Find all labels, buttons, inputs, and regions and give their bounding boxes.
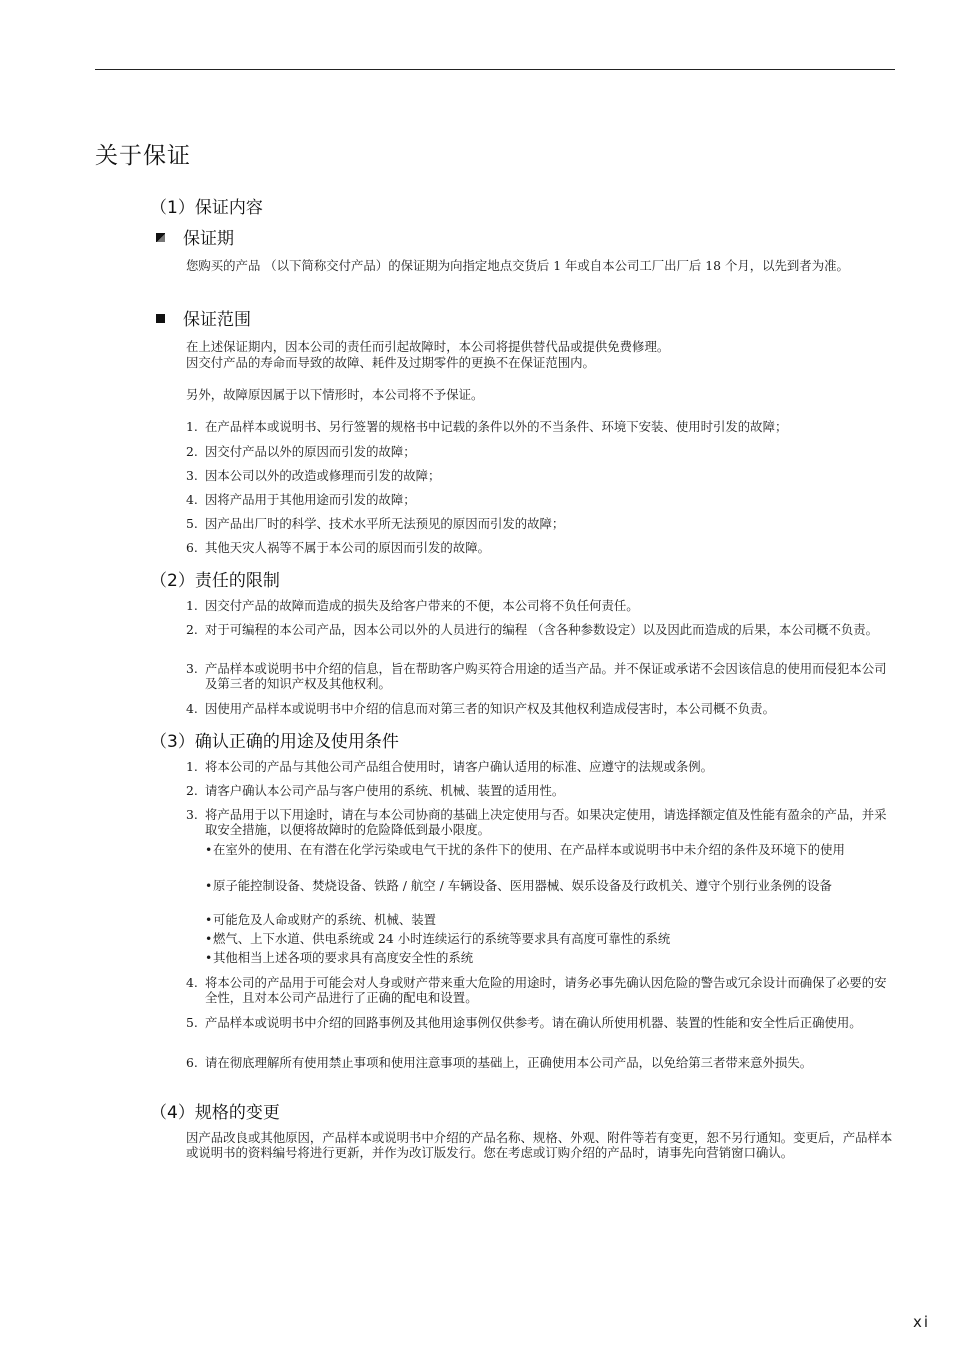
list-item: 3. 将产品用于以下用途时，请在与本公司协商的基础上决定使用与否。如果决定使用，请选择额定值及性能有盈余的产品，并采取安全措施，以便将故障时的危险降低到最小限度。 (186, 807, 887, 837)
bullet-item: • 燃气、上下水道、供电系统或 24 小时连续运行的系统等要求具有高度可靠性的系统 (205, 931, 671, 946)
subsection-title: 保证范围 (183, 310, 251, 330)
square-bullet-icon (156, 314, 165, 323)
square-bullet-icon (156, 233, 165, 242)
section-4-heading: （4）规格的变更 (150, 1103, 280, 1123)
list-item: 6. 其他天灾人祸等不属于本公司的原因而引发的故障。 (186, 540, 490, 555)
section-1-heading: （1）保证内容 (150, 198, 263, 218)
bullet-item: • 其他相当上述各项的要求具有高度安全性的系统 (205, 950, 474, 965)
list-item: 2. 对于可编程的本公司产品，因本公司以外的人员进行的编程 （含各种参数设定）以及因此而造成的后果，本公司概不负责。 (186, 622, 879, 637)
list-item: 5. 产品样本或说明书中介绍的回路事例及其他用途事例仅供参考。请在确认所使用机器、装置的性能和安全性后正确使用。 (186, 1015, 862, 1030)
list-item: 4. 将本公司的产品用于可能会对人身或财产带来重大危险的用途时，请务必事先确认因危险的警告或冗余设计而确保了必要的安全性，且对本公司产品进行了正确的配电和设置。 (186, 975, 887, 1005)
list-item: 3. 因本公司以外的改造或修理而引发的故障； (186, 468, 441, 483)
list-item: 4. 因使用产品样本或说明书中介绍的信息而对第三者的知识产权及其他权利造成侵害时，本公司概不负责。 (186, 701, 775, 716)
subsection-warranty-scope (156, 305, 251, 330)
list-item: 4. 因将产品用于其他用途而引发的故障； (186, 492, 416, 507)
bullet-item: • 原子能控制设备、焚烧设备、铁路 / 航空 / 车辆设备、医用器械、娱乐设备及行政机关、遵守个别行业条例的设备 (205, 878, 832, 893)
spec-change-text: 因产品改良或其他原因，产品样本或说明书中介绍的产品名称、规格、外观、附件等若有变更，恕不另行通知。变更后，产品样本或说明书的资料编号将进行更新，并作为改订版发行。您在考虑或订购介绍的产品时，请事先向营销窗口确认。 (186, 1130, 893, 1160)
subsection-title: 保证期 (183, 229, 234, 249)
list-item: 1. 因交付产品的故障而造成的损失及给客户带来的不便，本公司将不负任何责任。 (186, 598, 639, 613)
bullet-item: • 在室外的使用、在有潜在化学污染或电气干扰的条件下的使用、在产品样本或说明书中未介绍的条件及环境下的使用 (205, 842, 845, 857)
subsection-warranty-period (156, 224, 234, 249)
list-item: 2. 因交付产品以外的原因而引发的故障； (186, 444, 416, 459)
bullet-item: • 可能危及人命或财产的系统、机械、装置 (205, 912, 437, 927)
page-number: xi (913, 1313, 931, 1331)
list-item: 3. 产品样本或说明书中介绍的信息，旨在帮助客户购买符合用途的适当产品。并不保证或承诺不会因该信息的使用而侵犯本公司及第三者的知识产权及其他权利。 (186, 661, 887, 691)
warranty-period-text: 您购买的产品 （以下简称交付产品）的保证期为向指定地点交货后 1 年或自本公司工厂出厂后 18 个月，以先到者为准。 (186, 258, 849, 273)
list-item: 6. 请在彻底理解所有使用禁止事项和使用注意事项的基础上，正确使用本公司产品，以免给第三者带来意外损失。 (186, 1055, 813, 1070)
warranty-scope-text-2: 因交付产品的寿命而导致的故障、耗件及过期零件的更换不在保证范围内。 (186, 355, 595, 370)
section-3-heading: （3）确认正确的用途及使用条件 (150, 732, 399, 752)
list-item: 5. 因产品出厂时的科学、技术水平所无法预见的原因而引发的故障； (186, 516, 565, 531)
list-item: 2. 请客户确认本公司产品与客户使用的系统、机械、装置的适用性。 (186, 783, 565, 798)
list-item: 1. 在产品样本或说明书、另行签署的规格书中记载的条件以外的不当条件、环境下安装、使用时引发的故障； (186, 419, 788, 434)
page-title: 关于保证 (95, 143, 191, 169)
section-2-heading: （2）责任的限制 (150, 571, 280, 591)
header-rule (95, 69, 895, 70)
warranty-scope-text-1: 在上述保证期内，因本公司的责任而引起故障时，本公司将提供替代品或提供免费修理。 (186, 339, 670, 354)
list-item: 1. 将本公司的产品与其他公司产品组合使用时，请客户确认适用的标准、应遵守的法规或条例。 (186, 759, 714, 774)
warranty-scope-text-3: 另外，故障原因属于以下情形时，本公司将不予保证。 (186, 387, 484, 402)
